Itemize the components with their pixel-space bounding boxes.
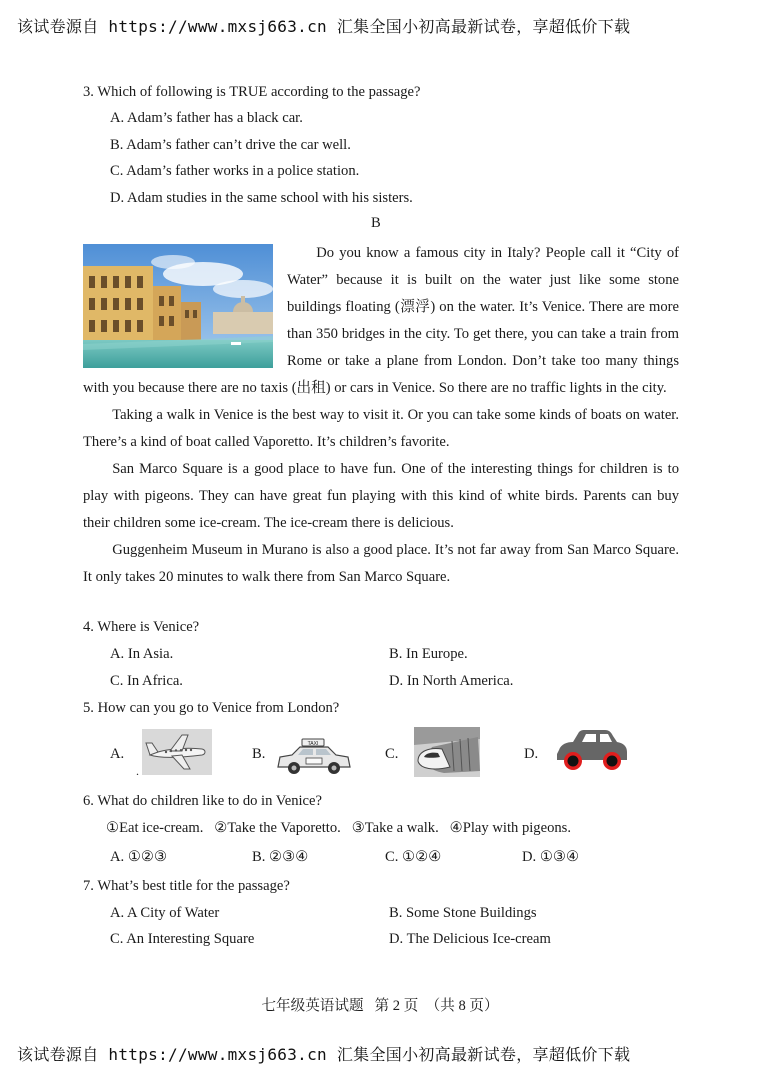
taxi-roof-sign: TAXI	[307, 741, 319, 747]
q7-option-d: D. The Delicious Ice-cream	[389, 931, 551, 947]
train-picture	[414, 727, 480, 782]
venice-photo	[83, 244, 273, 368]
q3-option-d: D. Adam studies in the same school with his sisters.	[110, 190, 413, 206]
car-picture	[553, 728, 631, 779]
q5-letter-b: B.	[252, 746, 266, 762]
q3-option-b: B. Adam’s father can’t drive the car well.	[110, 137, 351, 153]
passage-b	[83, 240, 679, 591]
q4-option-c: C. In Africa.	[110, 673, 183, 689]
q7-option-a: A. A City of Water	[110, 905, 220, 921]
q6-option-c: C. ①②④	[385, 849, 442, 865]
passage-paragraph-4: Guggenheim Museum in Murano is also a good place. It’s not far away from San Marco Square. It only takes 20 minutes to walk there from San Marco Square.	[83, 542, 679, 585]
page-footer: 七年级英语试题 第 2 页 （共 8 页）	[261, 998, 499, 1014]
q3-option-a: A. Adam’s father has a black car.	[110, 110, 303, 126]
q5-letter-c: C.	[385, 746, 399, 762]
q4-option-d: D. In North America.	[389, 673, 514, 689]
passage-paragraph-1: Do you know a famous city in Italy? People call it “City of Water” because it is built on the water just like some stone buildings floating (漂浮) on the water. It’s Venice. There are more than 350 bridges in the city. To get there, you can take a train from Rome or take a plane from London. Don’t take too many things with you because there are no taxis (出租) or cars in Venice. So there are no traffic lights in the city.	[83, 245, 679, 396]
q4-option-b: B. In Europe.	[389, 646, 468, 662]
airplane-picture	[142, 729, 212, 780]
q6-option-a: A. ①②③	[110, 849, 168, 865]
q7-option-c: C. An Interesting Square	[110, 931, 255, 947]
q4-question: 4. Where is Venice?	[83, 619, 200, 635]
q7-question: 7. What’s best title for the passage?	[83, 878, 290, 894]
source-banner-top: 该试卷源自 https://www.mxsj663.cn 汇集全国小初高最新试卷，享超低价下载	[17, 17, 631, 36]
q5-question: 5. How can you go to Venice from London?	[83, 700, 340, 716]
q4-option-a: A. In Asia.	[110, 646, 174, 662]
q6-choices: ①Eat ice-cream. ②Take the Vaporetto. ③Take a walk. ④Play with pigeons.	[106, 820, 571, 836]
q6-option-b: B. ②③④	[252, 849, 309, 865]
q7-option-b: B. Some Stone Buildings	[389, 905, 537, 921]
q3-question: 3. Which of following is TRUE according to the passage?	[83, 84, 421, 100]
q3-option-c: C. Adam’s father works in a police station.	[110, 163, 360, 179]
q5-letter-a: A.	[110, 746, 125, 762]
q6-option-d: D. ①③④	[522, 849, 580, 865]
passage-paragraph-2: Taking a walk in Venice is the best way to visit it. Or you can take some kinds of boats on water. There’s a kind of boat called Vaporetto. It’s children’s favorite.	[83, 407, 679, 450]
q5-dot: .	[136, 764, 139, 778]
q5-letter-d: D.	[524, 746, 539, 762]
taxi-picture	[276, 737, 352, 782]
q6-question: 6. What do children like to do in Venice?	[83, 793, 322, 809]
section-b-heading: B	[371, 215, 381, 231]
source-banner-bottom: 该试卷源自 https://www.mxsj663.cn 汇集全国小初高最新试卷，享超低价下载	[17, 1045, 631, 1064]
passage-paragraph-3: San Marco Square is a good place to have fun. One of the interesting things for children is to play with pigeons. They can have great fun playing with this kind of white birds. Parents can buy their children some ice-cream. The ice-cream there is delicious.	[83, 461, 679, 531]
